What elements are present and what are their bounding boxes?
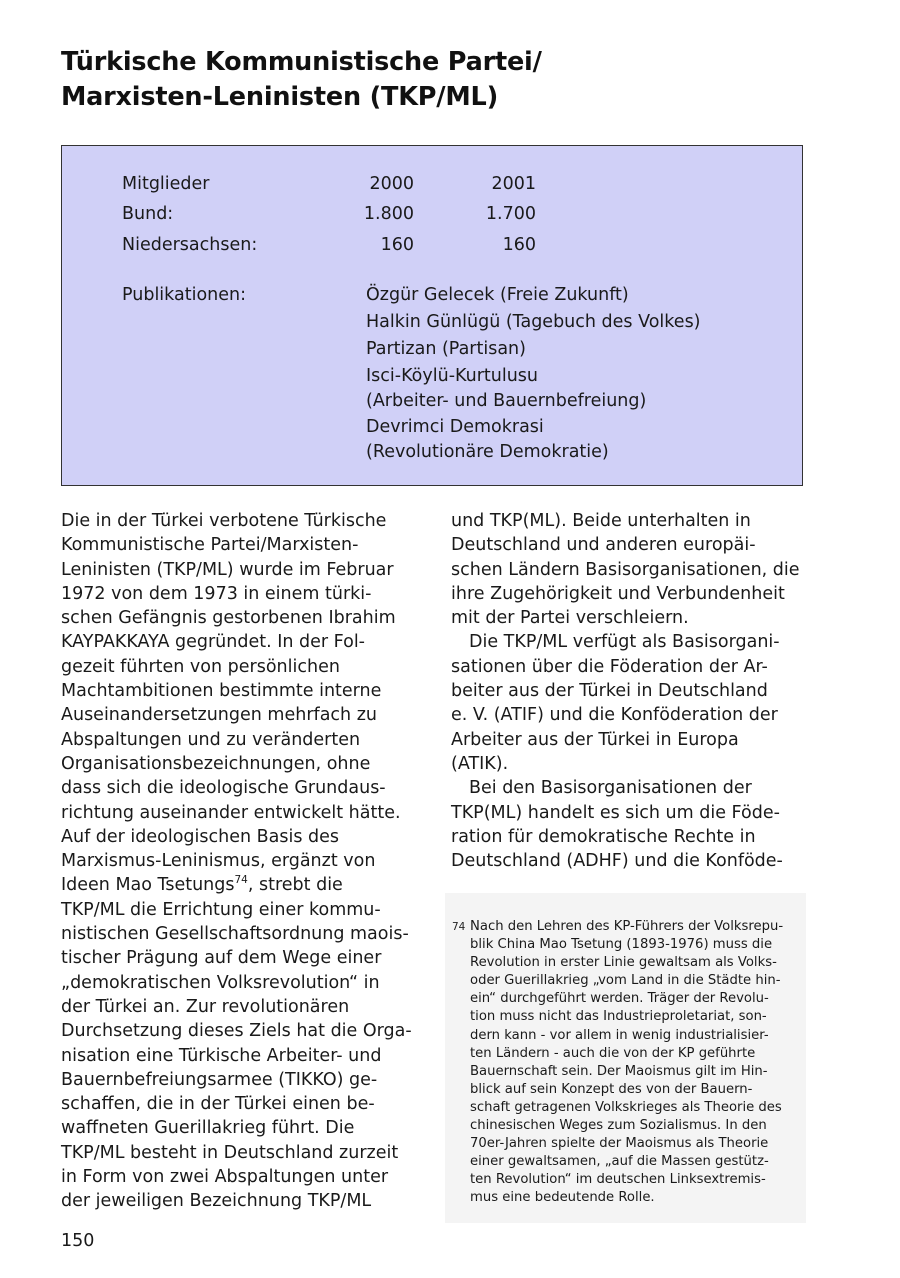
- text-line: Auf der ideologischen Basis des: [61, 826, 340, 847]
- footnote-line: ein“ durchgeführt werden. Träger der Revolu-: [470, 991, 769, 1007]
- text-line-with-footnote-ref: [61, 873, 412, 897]
- text-line: KAYPAKKAYA gegründet. In der Fol-: [61, 632, 365, 653]
- publication-item: (Arbeiter- und Bauernbefreiung): [366, 391, 647, 411]
- footnote-line: mus eine bedeutende Rolle.: [470, 1190, 655, 1206]
- niedersachsen-label: Niedersachsen:: [122, 235, 258, 255]
- text-line: TKP(ML) handelt es sich um die Föde-: [451, 802, 780, 823]
- title-line-2: Marxisten-Leninisten (TKP/ML): [61, 82, 499, 112]
- bund-2000-value: 1.800: [363, 204, 414, 224]
- niedersachsen-2001-value: 160: [502, 235, 536, 255]
- text-line: ration für demokratische Rechte in: [451, 826, 756, 847]
- publication-item: Özgür Gelecek (Freie Zukunft): [366, 285, 629, 305]
- publications-label: Publikationen:: [122, 285, 246, 305]
- text-line: Bei den Basisorganisationen der: [469, 778, 752, 799]
- publication-item: Devrimci Demokrasi: [366, 417, 544, 437]
- footnote-line: ten Ländern - auch die von der KP geführte: [470, 1045, 756, 1061]
- text-line: schaffen, die in der Türkei einen be-: [61, 1094, 375, 1115]
- text-line: Kommunistische Partei/Marxisten-: [61, 535, 359, 556]
- text-line: Arbeiter aus der Türkei in Europa: [451, 729, 739, 750]
- text-line: der jeweiligen Bezeichnung TKP/ML: [61, 1191, 372, 1212]
- text-line: Deutschland (ADHF) und die Konföde-: [451, 851, 783, 872]
- text-line: gezeit führten von persönlichen: [61, 656, 340, 677]
- title-line-1: Türkische Kommunistische Partei/: [61, 47, 542, 77]
- footnote-line: einer gewaltsamen, „auf die Massen gestütz-: [470, 1154, 769, 1170]
- text-line: und TKP(ML). Beide unterhalten in: [451, 511, 751, 531]
- text-line: der Türkei an. Zur revolutionären: [61, 996, 350, 1017]
- text-line: (ATIK).: [451, 753, 509, 774]
- text-line: Bauernbefreiungsarmee (TIKKO) ge-: [61, 1069, 378, 1090]
- text-line: ihre Zugehörigkeit und Verbundenheit: [451, 583, 785, 604]
- text-line: Marxismus-Leninismus, ergänzt von: [61, 851, 376, 872]
- text-line: Die in der Türkei verbotene Türkische: [61, 511, 387, 531]
- footnote-line: ten Revolution“ im deutschen Linksextremis-: [470, 1172, 766, 1188]
- text-fragment: Ideen Mao Tsetungs: [61, 875, 235, 896]
- text-line: Die TKP/ML verfügt als Basisorgani-: [469, 632, 780, 653]
- footnote-line: 70er-Jahren spielte der Maoismus als Theorie: [470, 1136, 769, 1152]
- text-fragment: , strebt die: [247, 875, 343, 896]
- text-line: „demokratischen Volksrevolution“ in: [61, 972, 380, 993]
- text-line: e. V. (ATIF) und die Konföderation der: [451, 705, 778, 726]
- right-text-column: [451, 509, 800, 873]
- footnote-line: Bauernschaft sein. Der Maoismus gilt im Hin-: [470, 1063, 768, 1079]
- text-line: richtung auseinander entwickelt hätte.: [61, 802, 401, 823]
- year-2001-header: 2001: [491, 174, 536, 194]
- text-line: in Form von zwei Abspaltungen unter: [61, 1167, 389, 1188]
- text-line: waffneten Guerillakrieg führt. Die: [61, 1118, 355, 1139]
- text-line: Deutschland und anderen europäi-: [451, 535, 756, 556]
- text-line: mit der Partei verschleiern.: [451, 608, 689, 629]
- text-line: Auseinandersetzungen mehrfach zu: [61, 705, 377, 726]
- left-text-column: [61, 509, 412, 1214]
- bund-label: Bund:: [122, 204, 174, 224]
- membership-info-box: [61, 145, 803, 486]
- footnote-line: tion muss nicht das Industrieproletariat, son-: [470, 1009, 767, 1025]
- text-line: TKP/ML besteht in Deutschland zurzeit: [61, 1142, 399, 1163]
- publication-item: (Revolutionäre Demokratie): [366, 442, 609, 462]
- footnote-line: blick auf sein Konzept des von der Bauern-: [470, 1081, 753, 1097]
- footnote-reference: 74: [234, 873, 248, 886]
- year-2000-header: 2000: [369, 174, 414, 194]
- publication-item: Isci-Köylü-Kurtulusu: [366, 366, 539, 386]
- text-line: schen Ländern Basisorganisationen, die: [451, 559, 800, 580]
- text-line: nisation eine Türkische Arbeiter- und: [61, 1045, 382, 1066]
- text-line: TKP/ML die Errichtung einer kommu-: [61, 899, 381, 920]
- footnote-line: Nach den Lehren des KP-Führers der Volksrepu-: [470, 919, 784, 934]
- text-line: tischer Prägung auf dem Wege einer: [61, 948, 382, 969]
- footnote-line: schaft getragenen Volkskrieges als Theorie des: [470, 1099, 782, 1115]
- text-line: 1972 von dem 1973 in einem türki-: [61, 583, 372, 604]
- footnote-line: dern kann - vor allem in wenig industrialisier-: [470, 1027, 769, 1043]
- text-line: beiter aus der Türkei in Deutschland: [451, 681, 768, 702]
- niedersachsen-2000-value: 160: [380, 235, 414, 255]
- text-line: Abspaltungen und zu veränderten: [61, 729, 361, 750]
- footnote-line: oder Guerillakrieg „vom Land in die Städte hin-: [470, 973, 781, 989]
- page-number: 150: [61, 1231, 95, 1251]
- footnote-line: blik China Mao Tsetung (1893-1976) muss die: [470, 937, 773, 953]
- publication-item: Halkin Günlügü (Tagebuch des Volkes): [366, 312, 701, 332]
- page-title: [61, 45, 821, 115]
- footnote-line: Revolution in erster Linie gewaltsam als Volks-: [470, 955, 777, 971]
- footnote-text: [470, 918, 783, 1208]
- text-line: dass sich die ideologische Grundaus-: [61, 778, 386, 799]
- text-line: Durchsetzung dieses Ziels hat die Orga-: [61, 1021, 412, 1042]
- text-line: sationen über die Föderation der Ar-: [451, 656, 768, 677]
- footnote-line: chinesischen Weges zum Sozialismus. In den: [470, 1118, 767, 1134]
- bund-2001-value: 1.700: [485, 204, 536, 224]
- text-line: Leninisten (TKP/ML) wurde im Februar: [61, 559, 394, 580]
- text-line: Machtambitionen bestimmte interne: [61, 681, 382, 702]
- text-line: schen Gefängnis gestorbenen Ibrahim: [61, 608, 396, 629]
- footnote-number: 74: [452, 921, 466, 933]
- publication-item: Partizan (Partisan): [366, 339, 526, 359]
- members-label: Mitglieder: [122, 174, 210, 194]
- text-line: nistischen Gesellschaftsordnung maois-: [61, 924, 409, 945]
- text-line: Organisationsbezeichnungen, ohne: [61, 753, 371, 774]
